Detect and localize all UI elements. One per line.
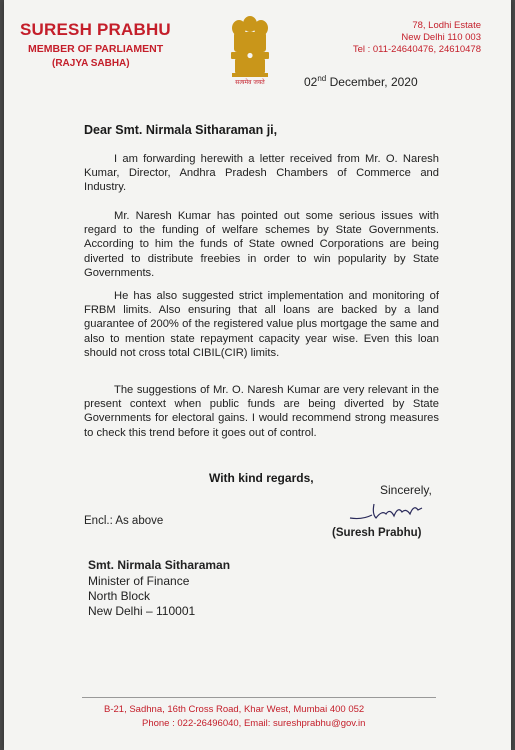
footer-contact: Phone : 022-26496040, Email: sureshprabhu@gov.in	[142, 718, 366, 729]
salutation: Dear Smt. Nirmala Sitharaman ji,	[84, 123, 278, 137]
signer-name: (Suresh Prabhu)	[332, 527, 422, 539]
paragraph-1: I am forwarding herewith a letter received from Mr. O. Naresh Kumar, Director, Andhra Pradesh Chambers of Commerce and Industry.	[84, 153, 439, 194]
footer-divider	[82, 697, 436, 698]
sender-house: (RAJYA SABHA)	[52, 58, 130, 69]
recipient-line3: New Delhi – 110001	[88, 604, 196, 618]
paragraph-3: He has also suggested strict implementation and monitoring of FRBM limits. Also ensuring that all loans are backed by a land guarantee of 200% of the registered value plus mortgage the same and also to mention state repayment capacity year wise. Even this loan should not cross total CIBIL(CIR) limits.	[84, 290, 439, 359]
national-emblem-icon	[226, 10, 274, 90]
recipient-line2: North Block	[88, 589, 151, 603]
paragraph-4: The suggestions of Mr. O. Naresh Kumar are very relevant in the present context when public funds are being diverted by State Governments for electoral gains. I would recommend strong measures to check this trend before it goes out of control.	[84, 384, 439, 439]
address-line2: New Delhi 110 003	[401, 32, 481, 43]
signature	[342, 498, 442, 528]
recipient-line1: Minister of Finance	[88, 574, 190, 588]
enclosure-note: Encl.: As above	[84, 515, 164, 527]
address-line1: 78, Lodhi Estate	[412, 20, 481, 31]
letter-date: 02nd December, 2020	[304, 74, 418, 89]
phone-line: Tel : 011-24640476, 24610478	[352, 44, 481, 55]
sender-name: SURESH PRABHU	[20, 20, 171, 39]
footer-address: B-21, Sadhna, 16th Cross Road, Khar West, Mumbai 400 052	[104, 704, 365, 715]
closing: With kind regards,	[209, 471, 314, 485]
paragraph-2: Mr. Naresh Kumar has pointed out some serious issues with regard to the funding of welfare schemes by State Governments. According to him the funds of State owned Corporations are being diverted to distribute freebies in order to win popularity by State Governments.	[84, 210, 439, 279]
sender-title: MEMBER OF PARLIAMENT	[28, 43, 164, 55]
sincerely: Sincerely,	[380, 483, 432, 497]
recipient-name: Smt. Nirmala Sitharaman	[88, 558, 231, 572]
emblem-motto: सत्यमेव जयते	[235, 79, 265, 86]
letter-page	[4, 0, 511, 750]
